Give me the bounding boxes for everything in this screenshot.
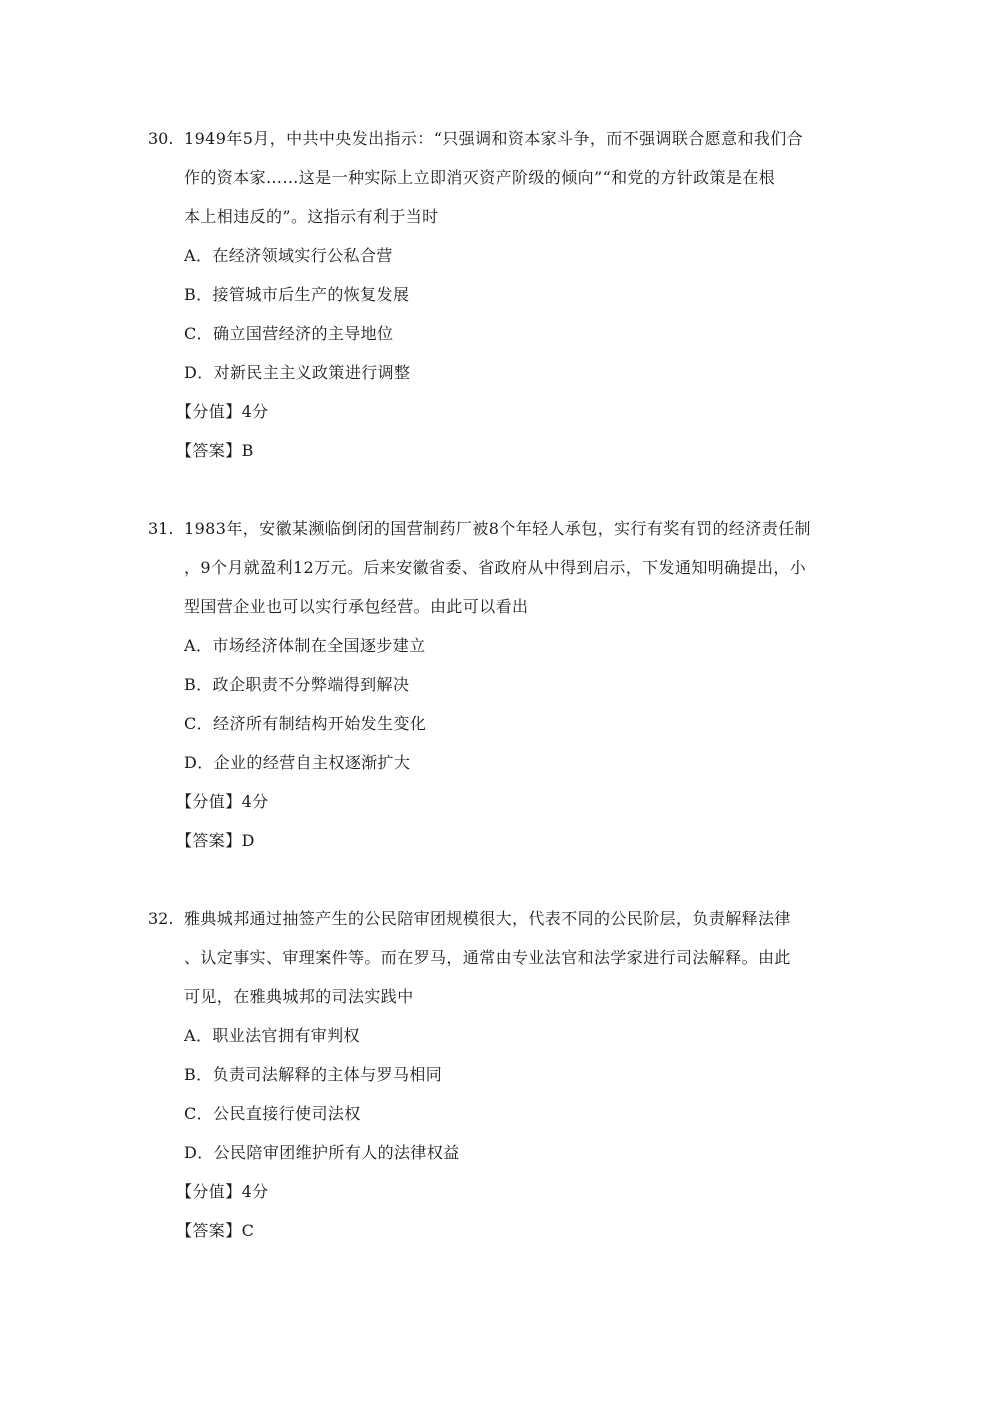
option-d: D．对新民主主义政策进行调整 <box>184 363 411 382</box>
score-label: 【分值】4分 <box>176 792 269 811</box>
score-label: 【分值】4分 <box>176 1182 269 1201</box>
question-stem-line: ，9个月就盈利12万元。后来安徽省委、省政府从中得到启示，下发通知明确提出，小 <box>184 558 807 577</box>
option-c: C．公民直接行使司法权 <box>184 1104 361 1123</box>
question-stem-line: 本上相违反的”。这指示有利于当时 <box>184 207 439 226</box>
option-c: C．确立国营经济的主导地位 <box>184 324 394 343</box>
question-stem-line: 雅典城邦通过抽签产生的公民陪审团规模很大，代表不同的公民阶层，负责解释法律 <box>184 909 791 928</box>
answer-label: 【答案】B <box>176 441 254 460</box>
option-d: D．企业的经营自主权逐渐扩大 <box>184 753 411 772</box>
question-stem-line: 可见，在雅典城邦的司法实践中 <box>184 987 414 1006</box>
question-stem-line: 1983年，安徽某濒临倒闭的国营制药厂被8个年轻人承包，实行有奖有罚的经济责任制 <box>184 519 811 538</box>
answer-label: 【答案】C <box>176 1221 255 1240</box>
question-number: 30. <box>148 129 174 148</box>
score-label: 【分值】4分 <box>176 402 269 421</box>
question-number: 32. <box>148 909 174 928</box>
option-b: B．政企职责不分弊端得到解决 <box>184 675 410 694</box>
option-b: B．接管城市后生产的恢复发展 <box>184 285 410 304</box>
question-stem-line: 1949年5月，中共中央发出指示：“只强调和资本家斗争，而不强调联合愿意和我们合 <box>184 129 804 148</box>
question-stem-line: 型国营企业也可以实行承包经营。由此可以看出 <box>184 597 529 616</box>
question-number: 31. <box>148 519 174 538</box>
question-stem-line: 作的资本家……这是一种实际上立即消灭资产阶级的倾向”“和党的方针政策是在根 <box>184 168 776 187</box>
answer-label: 【答案】D <box>176 831 255 850</box>
option-a: A．职业法官拥有审判权 <box>184 1026 360 1045</box>
question-stem-line: 、认定事实、审理案件等。而在罗马，通常由专业法官和法学家进行司法解释。由此 <box>184 948 791 967</box>
option-c: C．经济所有制结构开始发生变化 <box>184 714 427 733</box>
option-a: A．市场经济体制在全国逐步建立 <box>184 636 426 655</box>
option-a: A．在经济领域实行公私合营 <box>184 246 393 265</box>
option-b: B．负责司法解释的主体与罗马相同 <box>184 1065 443 1084</box>
option-d: D．公民陪审团维护所有人的法律权益 <box>184 1143 460 1162</box>
